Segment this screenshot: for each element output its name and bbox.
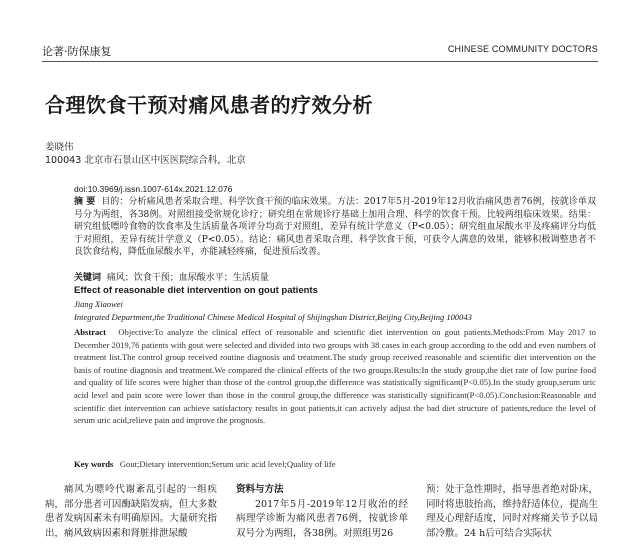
keywords-cn-text: 痛风；饮食干预；血尿酸水平；生活质量: [106, 273, 269, 283]
author-affiliation: 100043 北京市石景山区中医医院综合科，北京: [45, 155, 246, 166]
abstract-cn: [74, 196, 596, 259]
body-column-2-text: 2017年5月-2019年12月收治的经病理学诊断为痛风患者76例，按就诊单双号分为两组，各38例。对照组男26: [236, 498, 408, 539]
abstract-cn-label: 摘 要: [74, 197, 96, 207]
body-column-3: 预：处于急性期时，指导患者绝对卧床，同时将患肢抬高，维持舒适体位，提高生理及心理舒适度，同时对疼痛关节予以局部冷敷。24 h后可结合实际状: [426, 484, 598, 539]
keywords-cn-label: 关键词: [74, 273, 102, 283]
section-label: 论著·防保康复: [42, 45, 112, 58]
doi: doi:10.3969/j.issn.1007-614x.2021.12.076: [74, 184, 233, 194]
section-heading-methods: 资料与方法: [236, 484, 284, 495]
body-column-2: [236, 483, 408, 541]
running-header: [42, 41, 598, 62]
body-column-1: 痛风为嘌呤代谢紊乱引起的一组疾病，部分患者可因酶缺陷发病，但大多数患者发病因素未有明确原因。大量研究指出，痛风致病因素和肾脏排泄尿酸: [45, 484, 217, 539]
keywords-en-label: Key words: [74, 459, 114, 469]
paper-title: 合理饮食干预对痛风患者的疗效分析: [45, 93, 373, 117]
abstract-cn-text: 目的：分析痛风患者采取合理、科学饮食干预的临床效果。方法：2017年5月-2019年12月收治痛风患者76例，按就诊单双号分为两组，各38例。对照组接受常规化诊疗；研究组在常规诊疗基础上加用合理、科学的饮食干预。比较两组临床效果。结果：研究组低嘌呤食物的饮食率及生活质量各项评分均高于对照组，差异有统计学意义（P<0.05）；研究组血尿酸水平及疼痛评分均低于对照组，差异有统计学意义（P<0.05）。结论：痛风患者采取合理、科学饮食干预，可获令人满意的效果，能够积极调整患者不良饮食结构，降低血尿酸水平，亦能减轻疼痛，促进预后改善。: [74, 197, 596, 258]
keywords-cn: [74, 270, 269, 283]
abstract-en-label: Abstract: [74, 327, 106, 337]
journal-name: CHINESE COMMUNITY DOCTORS: [447, 44, 598, 54]
author-name: 姜晓伟: [45, 142, 74, 153]
english-title: Effect of reasonable diet intervention on gout patients: [74, 285, 318, 296]
keywords-en: [74, 459, 336, 469]
abstract-en-text: Objective:To analyze the clinical effect of reasonable and scientific diet intervention on gout patients.Methods:From May 2017 to December 2019,76 patients with gout were selected and divided into two groups with 38 cases in each group according to the odd and even numbers of treatment list.The control group received routine diagnosis and treatment.The study group received reasonable and scientific diet intervention on the basis of routine diagnosis and treatment.We compared the clinical effects of the two groups.Results:In the study group,the diet rate of low purine food and quality of life scores were higher than those of the control group,the difference was statistically significant(P<0.05).In the study group,serum uric acid level and pain score were lower than those in the control group,the difference was statistically significant(P<0.05).Conclusion:Reasonable and scientific diet intervention can achieve satisfactory results in gout patients,it can actively adjust the bad diet structure of patients,reduce the level of serum uric acid,relieve pain and improve the prognosis.: [74, 327, 596, 426]
abstract-en: [74, 326, 596, 427]
keywords-en-text: Gout;Dietary intervention;Serum uric acid level;Quality of life: [119, 459, 336, 469]
english-author: Jiang Xiaowei: [74, 299, 123, 309]
english-affiliation: Integrated Department,the Traditional Chinese Medical Hospital of Shijingshan District,Beijing City,Beijing 100043: [74, 312, 472, 322]
